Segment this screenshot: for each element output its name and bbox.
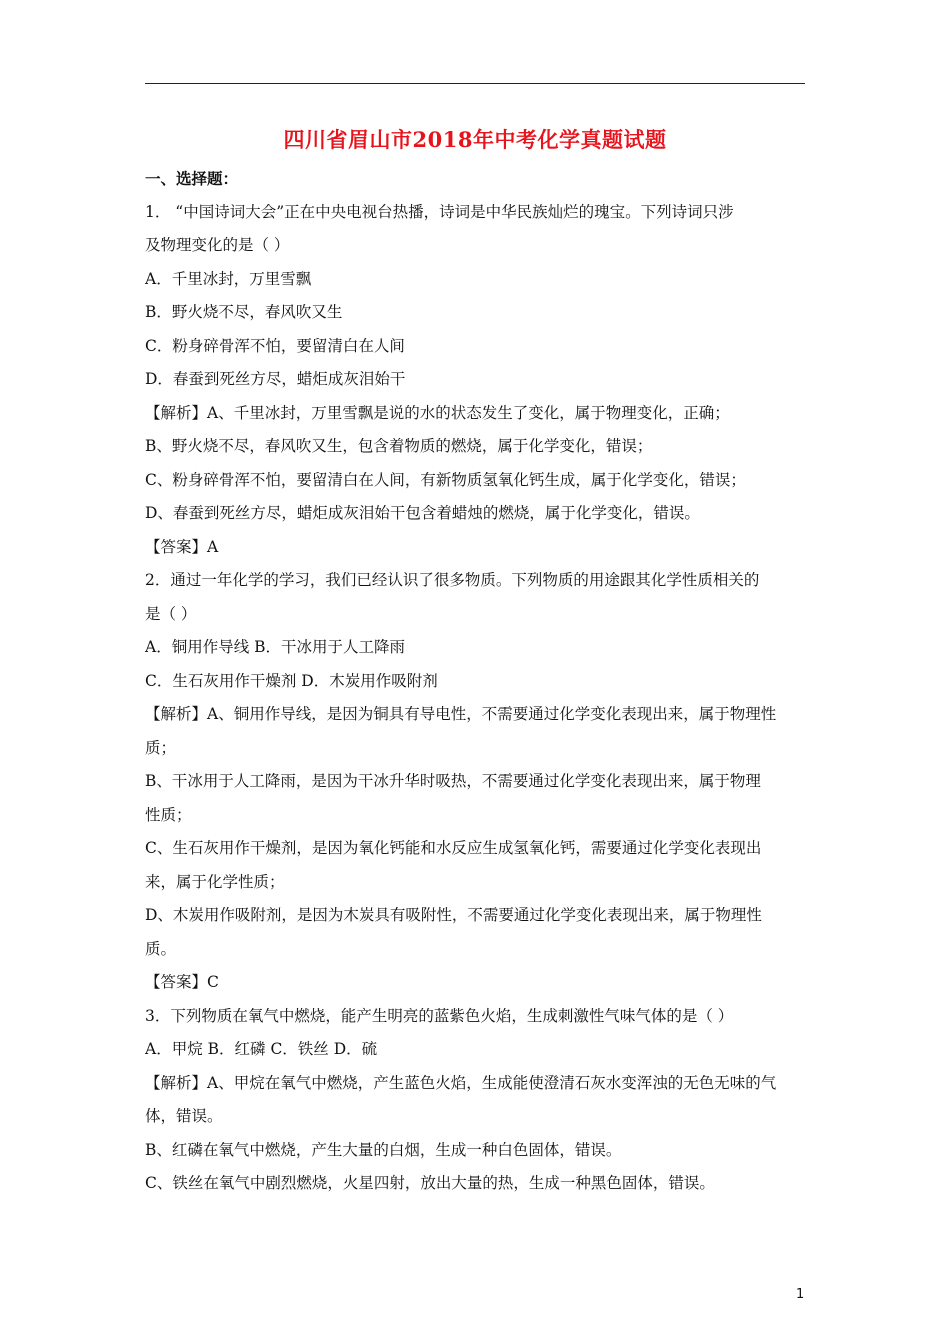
text-line: D．春蚕到死丝方尽，蜡炬成灰泪始干: [145, 370, 406, 388]
text-line: 【答案】A: [145, 537, 219, 556]
text-line: B、干冰用于人工降雨，是因为干冰升华时吸热，不需要通过化学变化表现出来，属于物理: [145, 772, 761, 790]
text-line: C、生石灰用作干燥剂，是因为氧化钙能和水反应生成氢氧化钙，需要通过化学变化表现出: [145, 839, 762, 857]
text-line: 1． “中国诗词大会”正在中央电视台热播，诗词是中华民族灿烂的瑰宝。下列诗词只涉: [145, 202, 734, 221]
document-body: [145, 162, 807, 1201]
text-line: B．野火烧不尽，春风吹又生: [145, 303, 343, 321]
text-line: C、铁丝在氧气中剧烈燃烧，火星四射，放出大量的热，生成一种黑色固体，错误。: [145, 1174, 715, 1192]
text-line: B、红磷在氧气中燃烧，产生大量的白烟，生成一种白色固体，错误。: [145, 1140, 622, 1159]
text-line: 【解析】A、铜用作导线，是因为铜具有导电性，不需要通过化学变化表现出来，属于物理性: [145, 705, 777, 723]
section-heading: 一、选择题：: [145, 169, 239, 188]
text-line: 体，错误。: [145, 1107, 223, 1125]
page-number: 1: [796, 1287, 805, 1302]
text-line: 【解析】A、千里冰封，万里雪飘是说的水的状态发生了变化，属于物理变化，正确；: [145, 403, 730, 422]
text-line: 质；: [145, 738, 177, 757]
page-title: 四川省眉山市2018年中考化学真题试题: [283, 127, 667, 152]
text-line: 质。: [145, 939, 177, 958]
text-line: C．生石灰用作干燥剂 D．木炭用作吸附剂: [145, 671, 438, 690]
text-line: 来，属于化学性质；: [145, 872, 285, 891]
text-line: A．铜用作导线 B．干冰用于人工降雨: [145, 638, 406, 656]
text-line: 【答案】C: [145, 973, 219, 991]
text-line: B、野火烧不尽，春风吹又生，包含着物质的燃烧，属于化学变化，错误；: [145, 437, 653, 455]
text-line: 【解析】A、甲烷在氧气中燃烧，产生蓝色火焰，生成能使澄清石灰水变浑浊的无色无味的气: [145, 1073, 777, 1092]
text-line: C．粉身碎骨浑不怕，要留清白在人间: [145, 336, 405, 355]
text-line: 2．通过一年化学的学习，我们已经认识了很多物质。下列物质的用途跟其化学性质相关的: [145, 571, 760, 589]
text-line: 及物理变化的是（ ）: [145, 236, 290, 254]
text-line: A．千里冰封，万里雪飘: [145, 269, 312, 288]
text-line: 3．下列物质在氧气中燃烧，能产生明亮的蓝紫色火焰，生成刺激性气味气体的是（ ）: [145, 1006, 734, 1025]
text-line: A．甲烷 B．红磷 C．铁丝 D．硫: [145, 1040, 378, 1058]
header-rule: [145, 83, 805, 84]
text-line: D、木炭用作吸附剂，是因为木炭具有吸附性，不需要通过化学变化表现出来，属于物理性: [145, 906, 762, 924]
text-line: D、春蚕到死丝方尽，蜡炬成灰泪始干包含着蜡烛的燃烧，属于化学变化，错误。: [145, 504, 700, 522]
text-line: C、粉身碎骨浑不怕，要留清白在人间，有新物质氢氧化钙生成，属于化学变化，错误；: [145, 470, 746, 489]
text-line: 是（ ）: [145, 604, 197, 623]
text-line: 性质；: [145, 805, 192, 824]
